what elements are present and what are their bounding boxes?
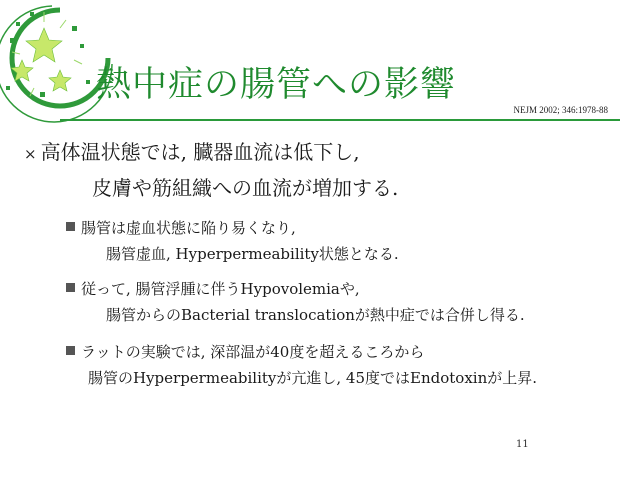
main-bullet-line-2: 皮膚や筋組織への血流が増加する. (92, 176, 399, 200)
square-bullet-icon (66, 283, 75, 292)
title-underline (60, 119, 620, 121)
sub-bullet-3 (66, 341, 537, 389)
square-bullet-icon (66, 222, 75, 231)
cross-bullet-icon: × (24, 145, 37, 163)
sub-bullet-2-line-1: 従って, 腸管浮腫に伴うHypovolemiaや, (81, 280, 360, 298)
page-number: 11 (516, 439, 529, 450)
sub-bullet-1-line-1: 腸管は虚血状態に陥り易くなり, (81, 219, 296, 237)
slide-title: 熱中症の腸管への影響 (96, 65, 457, 105)
square-bullet-icon (66, 346, 75, 355)
citation: NEJM 2002; 346:1978-88 (513, 105, 608, 115)
sub-bullet-3-line-2: 腸管のHyperpermeabilityが亢進し, 45度ではEndotoxinが上昇. (88, 369, 538, 387)
sub-bullet-1-line-2: 腸管虚血, Hyperpermeability状態となる. (106, 245, 399, 263)
sub-bullet-2 (66, 278, 525, 326)
sub-bullet-1 (66, 217, 399, 265)
main-bullet-line-1: 高体温状態では, 臓器血流は低下し, (40, 140, 360, 164)
sub-bullet-2-line-2: 腸管からのBacterial translocationが熱中症では合併し得る. (106, 306, 525, 324)
sub-bullet-3-line-1: ラットの実験では, 深部温が40度を超えるころから (81, 343, 425, 361)
main-bullet (24, 138, 398, 202)
